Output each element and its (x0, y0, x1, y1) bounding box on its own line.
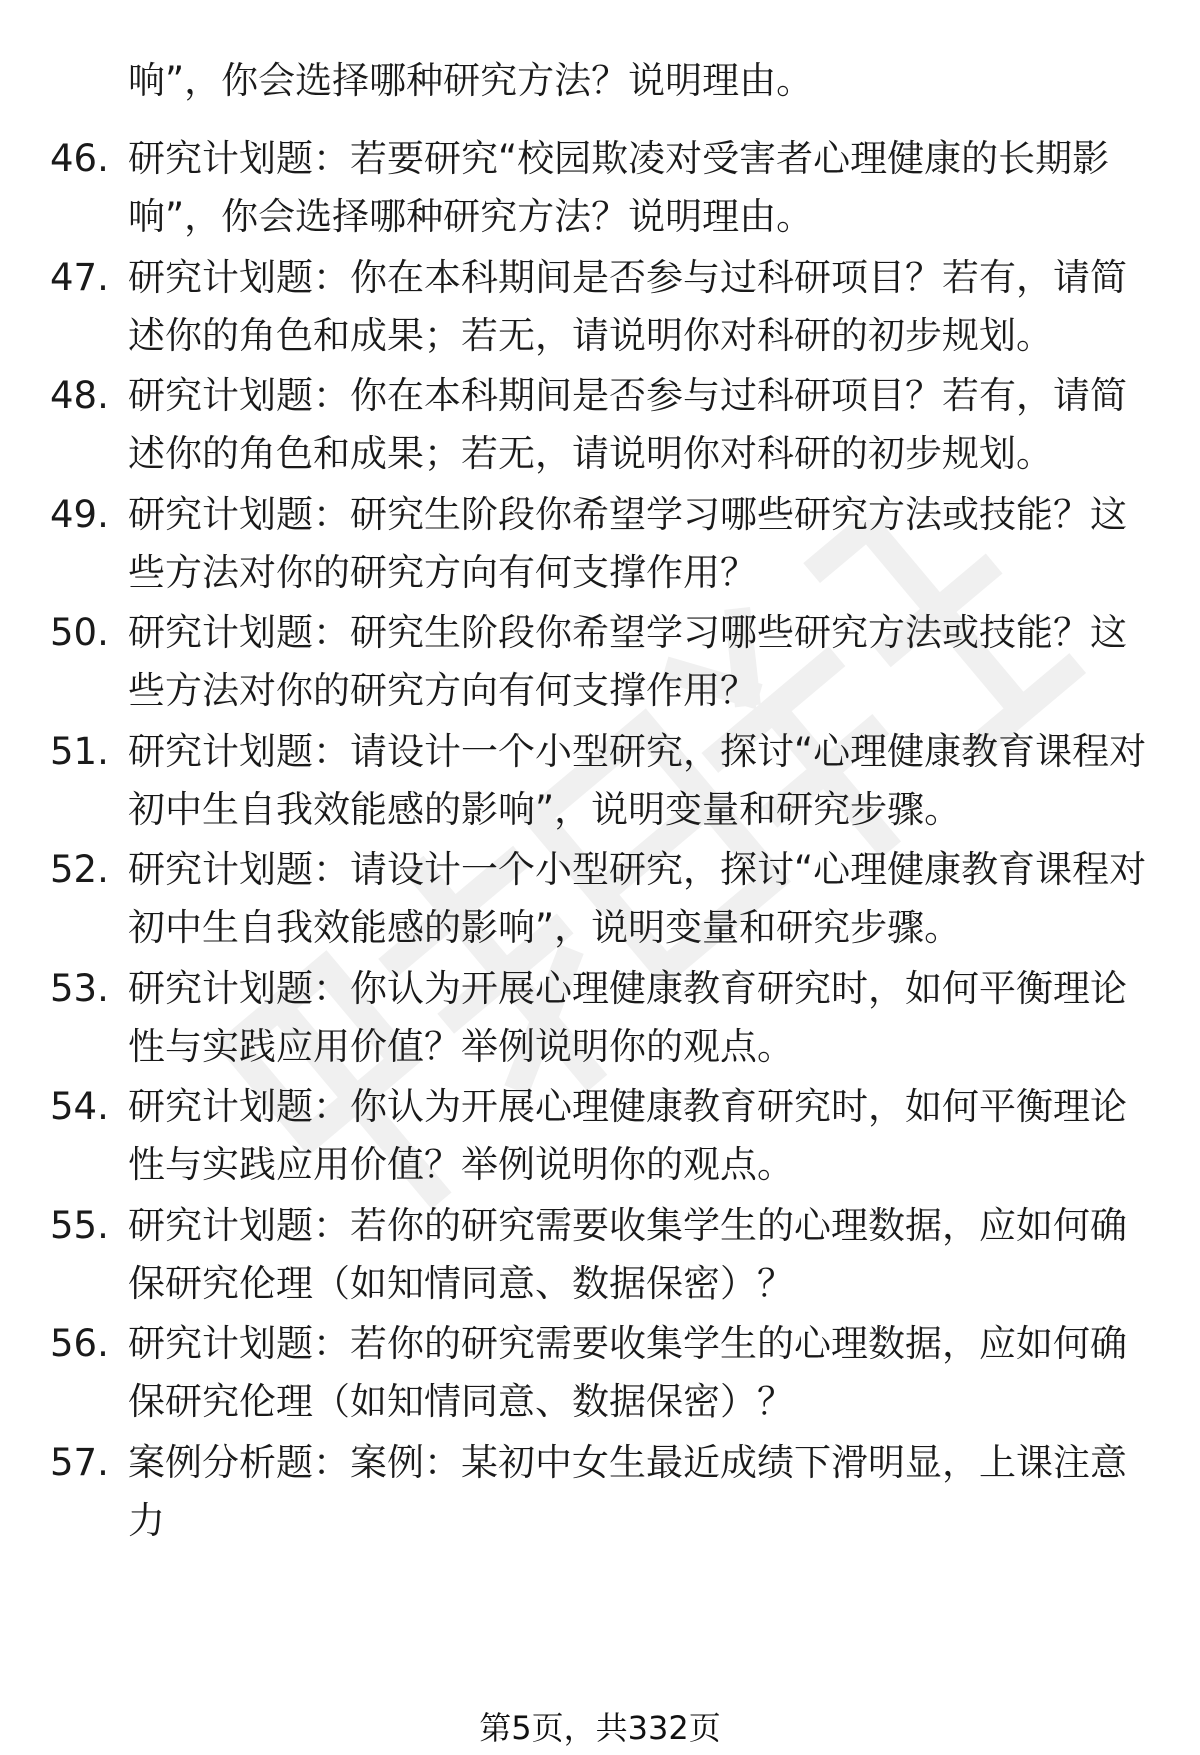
question-text: 研究计划题：研究生阶段你希望学习哪些研究方法或技能？这些方法对你的研究方向有何支撑作用？ (128, 493, 1127, 594)
question-number: 50. (50, 611, 109, 654)
question-number: 55. (50, 1204, 109, 1247)
question-number: 51. (50, 730, 109, 773)
question-text: 研究计划题：你在本科期间是否参与过科研项目？若有，请简述你的角色和成果；若无，请说明你对科研的初步规划。 (128, 374, 1127, 475)
question-text: 研究计划题：请设计一个小型研究，探讨“心理健康教育课程对初中生自我效能感的影响”，说明变量和研究步骤。 (128, 730, 1147, 831)
question-number: 49. (50, 493, 109, 536)
question-text: 研究计划题：你在本科期间是否参与过科研项目？若有，请简述你的角色和成果；若无，请说明你对科研的初步规划。 (128, 256, 1127, 357)
continuation-text: 响”，你会选择哪种研究方法？说明理由。 (128, 59, 814, 102)
question-number: 46. (50, 137, 109, 180)
question-text: 案例分析题：案例：某初中女生最近成绩下滑明显，上课注意力 (128, 1441, 1127, 1542)
question-text: 研究计划题：研究生阶段你希望学习哪些研究方法或技能？这些方法对你的研究方向有何支撑作用？ (128, 611, 1127, 712)
question-number: 47. (50, 256, 109, 299)
page-footer: 第5页，共332页 (479, 1709, 721, 1747)
question-number: 56. (50, 1322, 109, 1365)
question-text: 研究计划题：你认为开展心理健康教育研究时，如何平衡理论性与实践应用价值？举例说明你的观点。 (128, 1085, 1127, 1186)
question-number: 53. (50, 967, 109, 1010)
question-number: 48. (50, 374, 109, 417)
question-text: 研究计划题：若你的研究需要收集学生的心理数据，应如何确保研究伦理（如知情同意、数据保密）？ (128, 1322, 1127, 1423)
question-text: 研究计划题：你认为开展心理健康教育研究时，如何平衡理论性与实践应用价值？举例说明你的观点。 (128, 967, 1127, 1068)
question-text: 研究计划题：若要研究“校园欺凌对受害者心理健康的长期影响”，你会选择哪种研究方法？说明理由。 (128, 137, 1110, 238)
question-number: 54. (50, 1085, 109, 1128)
question-number: 57. (50, 1441, 109, 1484)
question-number: 52. (50, 848, 109, 891)
question-text: 研究计划题：若你的研究需要收集学生的心理数据，应如何确保研究伦理（如知情同意、数据保密）？ (128, 1204, 1127, 1305)
question-text: 研究计划题：请设计一个小型研究，探讨“心理健康教育课程对初中生自我效能感的影响”，说明变量和研究步骤。 (128, 848, 1147, 949)
